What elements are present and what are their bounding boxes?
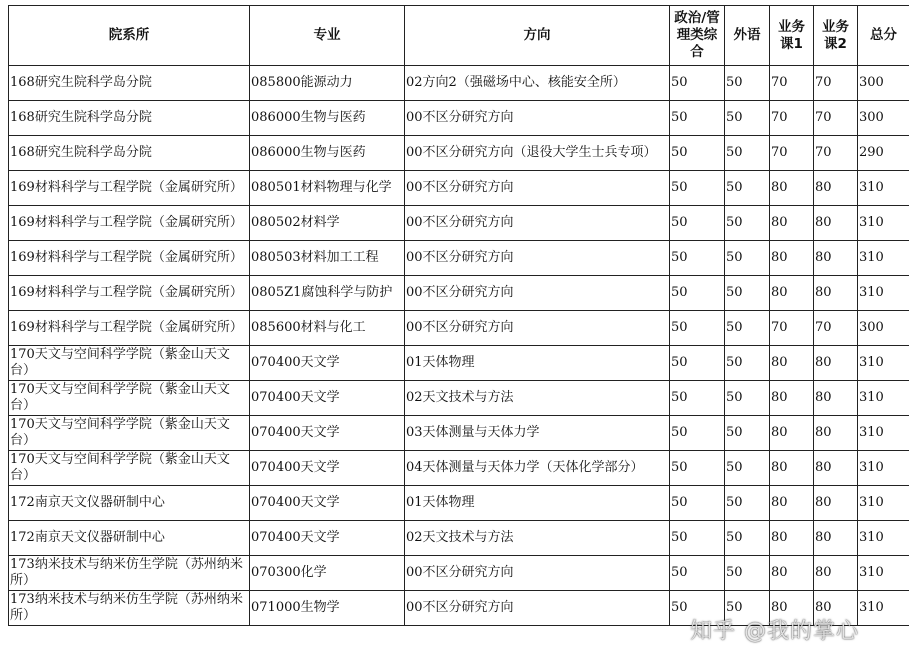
cell-course2: 70 [814, 311, 858, 346]
cell-course2: 70 [814, 136, 858, 171]
cell-course2: 80 [814, 556, 858, 591]
header-total: 总分 [858, 6, 909, 66]
cell-total: 310 [858, 206, 909, 241]
cell-dept: 169材料科学与工程学院（金属研究所） [9, 311, 250, 346]
cell-major: 070400天文学 [250, 346, 405, 381]
cell-total: 310 [858, 381, 909, 416]
table-row [9, 486, 909, 521]
cell-course2: 80 [814, 521, 858, 556]
cell-direction: 00不区分研究方向 [405, 556, 670, 591]
cell-dept: 169材料科学与工程学院（金属研究所） [9, 276, 250, 311]
table-row [9, 451, 909, 486]
cell-total: 310 [858, 556, 909, 591]
cell-course2: 80 [814, 381, 858, 416]
table-row [9, 591, 909, 626]
cell-dept: 172南京天文仪器研制中心 [9, 521, 250, 556]
cell-course1: 80 [770, 381, 814, 416]
cell-total: 310 [858, 276, 909, 311]
header-course2: 业务课2 [814, 6, 858, 66]
table-row [9, 276, 909, 311]
cell-major: 071000生物学 [250, 591, 405, 626]
cell-major: 080501材料物理与化学 [250, 171, 405, 206]
cell-major: 086000生物与医药 [250, 136, 405, 171]
cell-foreign: 50 [725, 486, 770, 521]
cell-course1: 80 [770, 451, 814, 486]
header-course1: 业务课1 [770, 6, 814, 66]
cell-direction: 02方向2（强磁场中心、核能安全所） [405, 66, 670, 101]
cell-total: 300 [858, 66, 909, 101]
cell-course1: 70 [770, 136, 814, 171]
cell-dept: 170天文与空间科学学院（紫金山天文台） [9, 416, 250, 451]
cell-course1: 80 [770, 241, 814, 276]
cell-politics: 50 [670, 486, 725, 521]
cell-total: 310 [858, 486, 909, 521]
cell-course2: 80 [814, 171, 858, 206]
cell-dept: 168研究生院科学岛分院 [9, 136, 250, 171]
cell-politics: 50 [670, 101, 725, 136]
cell-politics: 50 [670, 346, 725, 381]
cell-dept: 169材料科学与工程学院（金属研究所） [9, 171, 250, 206]
cell-direction: 00不区分研究方向 [405, 311, 670, 346]
table-row [9, 311, 909, 346]
table-row [9, 136, 909, 171]
cell-foreign: 50 [725, 311, 770, 346]
cell-foreign: 50 [725, 451, 770, 486]
cell-direction: 01天体物理 [405, 486, 670, 521]
cell-dept: 168研究生院科学岛分院 [9, 101, 250, 136]
cell-course1: 70 [770, 66, 814, 101]
header-politics: 政治/管理类综合 [670, 6, 725, 66]
table-row [9, 171, 909, 206]
cell-major: 070400天文学 [250, 381, 405, 416]
cell-total: 290 [858, 136, 909, 171]
table-row [9, 101, 909, 136]
cell-total: 310 [858, 416, 909, 451]
cell-course1: 80 [770, 556, 814, 591]
cell-dept: 173纳米技术与纳米仿生学院（苏州纳米所） [9, 556, 250, 591]
cell-total: 310 [858, 591, 909, 626]
cell-foreign: 50 [725, 346, 770, 381]
table-row [9, 346, 909, 381]
score-table [8, 5, 909, 626]
cell-major: 085600材料与化工 [250, 311, 405, 346]
cell-course1: 80 [770, 591, 814, 626]
cell-direction: 03天体测量与天体力学 [405, 416, 670, 451]
cell-course1: 70 [770, 101, 814, 136]
cell-dept: 170天文与空间科学学院（紫金山天文台） [9, 451, 250, 486]
cell-major: 0805Z1腐蚀科学与防护 [250, 276, 405, 311]
header-direction: 方向 [405, 6, 670, 66]
cell-major: 080502材料学 [250, 206, 405, 241]
cell-foreign: 50 [725, 521, 770, 556]
cell-direction: 04天体测量与天体力学（天体化学部分） [405, 451, 670, 486]
cell-course2: 80 [814, 346, 858, 381]
cell-course2: 70 [814, 66, 858, 101]
cell-foreign: 50 [725, 276, 770, 311]
cell-course2: 80 [814, 416, 858, 451]
cell-course1: 80 [770, 276, 814, 311]
cell-politics: 50 [670, 591, 725, 626]
table-row [9, 521, 909, 556]
cell-direction: 00不区分研究方向 [405, 171, 670, 206]
cell-politics: 50 [670, 521, 725, 556]
cell-foreign: 50 [725, 171, 770, 206]
cell-foreign: 50 [725, 206, 770, 241]
table-row [9, 66, 909, 101]
cell-course1: 80 [770, 486, 814, 521]
table-body [9, 66, 909, 626]
cell-course2: 80 [814, 241, 858, 276]
cell-course2: 80 [814, 486, 858, 521]
header-dept: 院系所 [9, 6, 250, 66]
cell-politics: 50 [670, 206, 725, 241]
cell-direction: 01天体物理 [405, 346, 670, 381]
cell-course1: 80 [770, 346, 814, 381]
cell-course2: 70 [814, 101, 858, 136]
cell-direction: 00不区分研究方向 [405, 591, 670, 626]
cell-major: 085800能源动力 [250, 66, 405, 101]
header-foreign: 外语 [725, 6, 770, 66]
cell-politics: 50 [670, 171, 725, 206]
table-row [9, 241, 909, 276]
cell-foreign: 50 [725, 416, 770, 451]
cell-direction: 00不区分研究方向 [405, 276, 670, 311]
cell-dept: 169材料科学与工程学院（金属研究所） [9, 206, 250, 241]
cell-total: 310 [858, 171, 909, 206]
cell-politics: 50 [670, 556, 725, 591]
table-row [9, 206, 909, 241]
cell-direction: 00不区分研究方向 [405, 241, 670, 276]
cell-dept: 173纳米技术与纳米仿生学院（苏州纳米所） [9, 591, 250, 626]
cell-course2: 80 [814, 451, 858, 486]
cell-course1: 80 [770, 171, 814, 206]
cell-direction: 02天文技术与方法 [405, 381, 670, 416]
cell-politics: 50 [670, 311, 725, 346]
header-major: 专业 [250, 6, 405, 66]
cell-direction: 00不区分研究方向 [405, 206, 670, 241]
watermark: 知乎 @我的掌心 [690, 619, 859, 644]
cell-politics: 50 [670, 276, 725, 311]
cell-foreign: 50 [725, 591, 770, 626]
cell-major: 070400天文学 [250, 416, 405, 451]
cell-total: 300 [858, 101, 909, 136]
table-row [9, 556, 909, 591]
cell-politics: 50 [670, 241, 725, 276]
cell-politics: 50 [670, 136, 725, 171]
cell-major: 086000生物与医药 [250, 101, 405, 136]
cell-politics: 50 [670, 381, 725, 416]
cell-course1: 70 [770, 311, 814, 346]
cell-dept: 170天文与空间科学学院（紫金山天文台） [9, 381, 250, 416]
cell-major: 070400天文学 [250, 486, 405, 521]
cell-total: 300 [858, 311, 909, 346]
cell-direction: 02天文技术与方法 [405, 521, 670, 556]
cell-foreign: 50 [725, 101, 770, 136]
cell-foreign: 50 [725, 66, 770, 101]
cell-major: 080503材料加工工程 [250, 241, 405, 276]
cell-foreign: 50 [725, 381, 770, 416]
cell-dept: 172南京天文仪器研制中心 [9, 486, 250, 521]
cell-foreign: 50 [725, 136, 770, 171]
cell-direction: 00不区分研究方向（退役大学生士兵专项） [405, 136, 670, 171]
cell-dept: 170天文与空间科学学院（紫金山天文台） [9, 346, 250, 381]
cell-course2: 80 [814, 591, 858, 626]
cell-politics: 50 [670, 416, 725, 451]
table-row [9, 381, 909, 416]
cell-major: 070300化学 [250, 556, 405, 591]
cell-total: 310 [858, 451, 909, 486]
cell-course1: 80 [770, 206, 814, 241]
cell-dept: 169材料科学与工程学院（金属研究所） [9, 241, 250, 276]
cell-course1: 80 [770, 521, 814, 556]
cell-politics: 50 [670, 451, 725, 486]
table-row [9, 416, 909, 451]
header-row [9, 6, 909, 66]
cell-politics: 50 [670, 66, 725, 101]
cell-course2: 80 [814, 276, 858, 311]
cell-course1: 80 [770, 416, 814, 451]
cell-dept: 168研究生院科学岛分院 [9, 66, 250, 101]
cell-major: 070400天文学 [250, 521, 405, 556]
cell-course2: 80 [814, 206, 858, 241]
cell-foreign: 50 [725, 241, 770, 276]
cell-foreign: 50 [725, 556, 770, 591]
cell-total: 310 [858, 521, 909, 556]
cell-total: 310 [858, 346, 909, 381]
cell-total: 310 [858, 241, 909, 276]
cell-direction: 00不区分研究方向 [405, 101, 670, 136]
cell-major: 070400天文学 [250, 451, 405, 486]
